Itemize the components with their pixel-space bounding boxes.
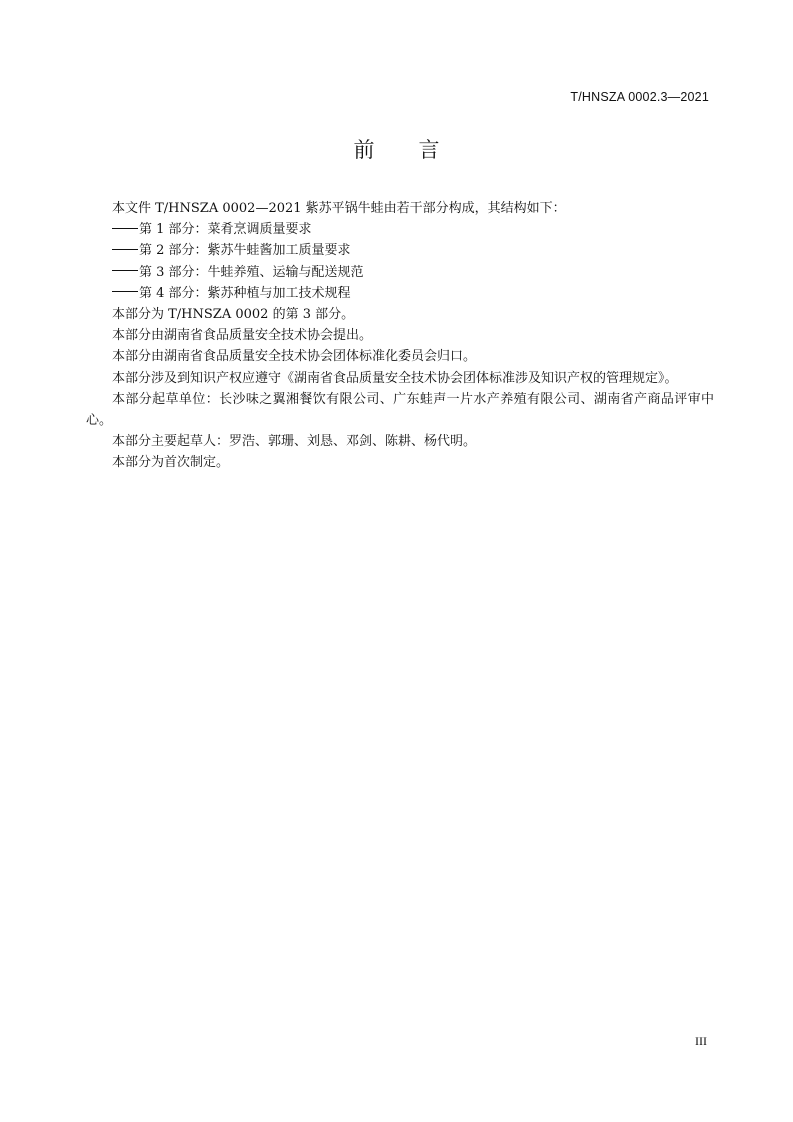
page-title: 前言: [353, 138, 484, 162]
paragraph: 本部分起草单位：长沙味之翼湘餐饮有限公司、广东蛙声一片水产养殖有限公司、湖南省产商品评审中心。: [86, 391, 714, 429]
list-item: [86, 240, 714, 261]
part-label: 第 3 部分：牛蛙养殖、运输与配送规范: [139, 264, 364, 280]
paragraph: 本部分由湖南省食品质量安全技术协会提出。: [112, 328, 373, 344]
document-id: T/HNSZA 0002.3—2021: [570, 90, 709, 104]
em-dash: [112, 228, 138, 230]
preface-body: [86, 198, 714, 474]
paragraph: 本部分由湖南省食品质量安全技术协会团体标准化委员会归口。: [112, 349, 477, 365]
list-item: [86, 219, 714, 240]
em-dash: [112, 291, 138, 293]
part-label: 第 2 部分：紫苏牛蛙酱加工质量要求: [139, 243, 351, 259]
part-label: 第 1 部分：菜肴烹调质量要求: [139, 222, 312, 238]
paragraph: 本部分涉及到知识产权应遵守《湖南省食品质量安全技术协会团体标准涉及知识产权的管理规定》。: [112, 370, 678, 386]
paragraph: 本部分为 T/HNSZA 0002 的第 3 部分。: [112, 307, 355, 323]
page-number: III: [695, 1034, 707, 1048]
part-label: 第 4 部分：紫苏种植与加工技术规程: [139, 285, 351, 301]
em-dash: [112, 249, 138, 251]
list-item: [86, 262, 714, 283]
paragraph: 本部分为首次制定。: [112, 455, 230, 471]
em-dash: [112, 270, 138, 272]
intro-paragraph: 本文件 T/HNSZA 0002—2021 紫苏平锅牛蛙由若干部分构成，其结构如下：: [112, 201, 566, 216]
list-item: [86, 283, 714, 304]
paragraph: 本部分主要起草人：罗浩、郭珊、刘恳、邓剑、陈耕、杨代明。: [112, 434, 477, 450]
